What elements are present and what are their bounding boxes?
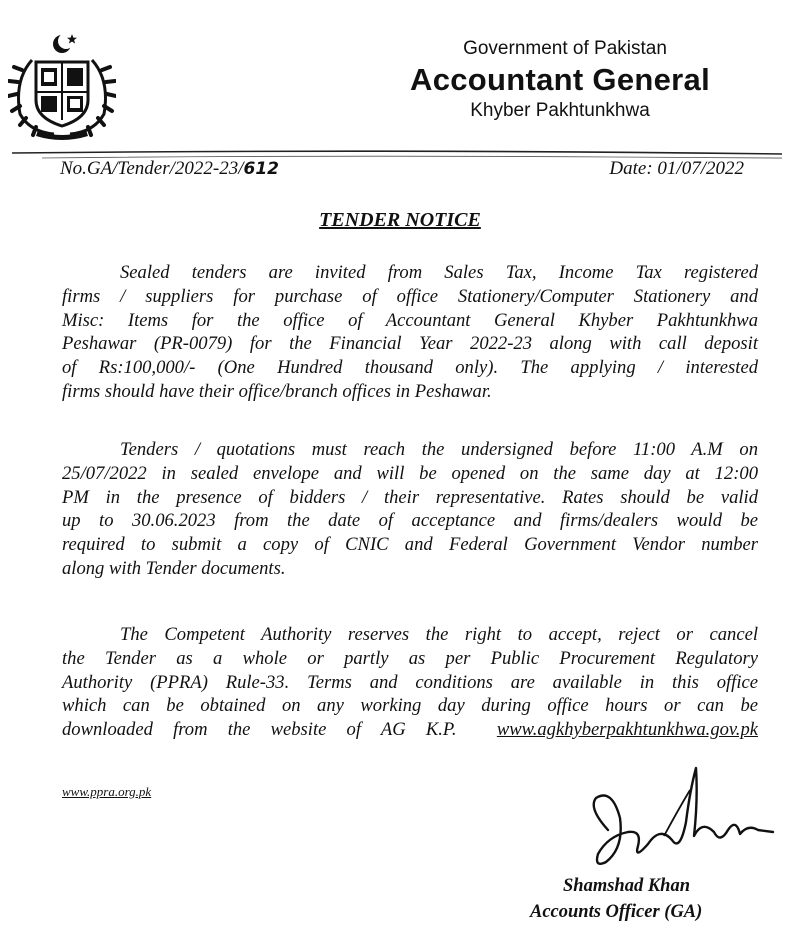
paragraph-line: firms should have their office/branch offices in Peshawar. [62, 380, 492, 402]
paragraph-line [62, 718, 758, 742]
paragraph-1 [62, 261, 758, 404]
signatory-designation: Accounts Officer (GA) [530, 902, 703, 922]
paragraph-line: Authority (PPRA) Rule-33. Terms and conditions are available in this office [62, 671, 758, 693]
ppra-link[interactable]: www.ppra.org.pk [62, 784, 152, 799]
paragraph-line: up to 30.06.2023 from the date of acceptance and firms/dealers would be [62, 510, 758, 532]
paragraph-line: firms / suppliers for purchase of office Stationery/Computer Stationery and [62, 285, 758, 307]
notice-date: Date: 01/07/2022 [609, 158, 744, 179]
signature-icon [568, 760, 778, 875]
reference-number-handwritten: 612 [243, 159, 279, 179]
reference-number-printed: No.GA/Tender/2022-23/ [60, 158, 244, 179]
notice-title-wrap [0, 209, 800, 232]
paragraph-line: Tenders / quotations must reach the undersigned before 11:00 A.M on [120, 439, 758, 460]
paragraph-line-text: downloaded from the website of AG K.P. [62, 719, 457, 741]
paragraph-line: Sealed tenders are invited from Sales Tax, Income Tax registered [120, 262, 758, 283]
paragraph-line: PM in the presence of bidders / their representative. Rates should be valid [62, 486, 758, 508]
reference-number [60, 158, 279, 180]
paragraph-line: which can be obtained on any working day during office hours or can be [62, 695, 758, 717]
pakistan-emblem-icon [8, 30, 116, 142]
paragraph-3 [62, 623, 758, 742]
province-heading: Khyber Pakhtunkhwa [470, 100, 650, 121]
paragraph-line: along with Tender documents. [62, 557, 286, 579]
website-link[interactable]: www.agkhyberpakhtunkhwa.gov.pk [496, 719, 758, 741]
government-heading: Government of Pakistan [463, 38, 667, 59]
paragraph-line: required to submit a copy of CNIC and Federal Government Vendor number [62, 534, 758, 556]
paragraph-line: 25/07/2022 in sealed envelope and will be opened on the same day at 12:00 [62, 462, 758, 484]
paragraph-line: of Rs:100,000/- (One Hundred thousand only). The applying / interested [62, 357, 758, 379]
office-heading: Accountant General [410, 62, 710, 97]
paragraph-line: The Competent Authority reserves the right to accept, reject or cancel [120, 624, 758, 645]
paragraph-line: Misc: Items for the office of Accountant General Khyber Pakhtunkhwa [62, 309, 758, 331]
notice-title: TENDER NOTICE [319, 209, 481, 231]
paragraph-line: Peshawar (PR-0079) for the Financial Year 2022-23 along with call deposit [62, 333, 758, 355]
paragraph-line: the Tender as a whole or partly as per Public Procurement Regulatory [62, 647, 758, 669]
paragraph-2 [62, 438, 758, 581]
signatory-name: Shamshad Khan [563, 876, 690, 896]
